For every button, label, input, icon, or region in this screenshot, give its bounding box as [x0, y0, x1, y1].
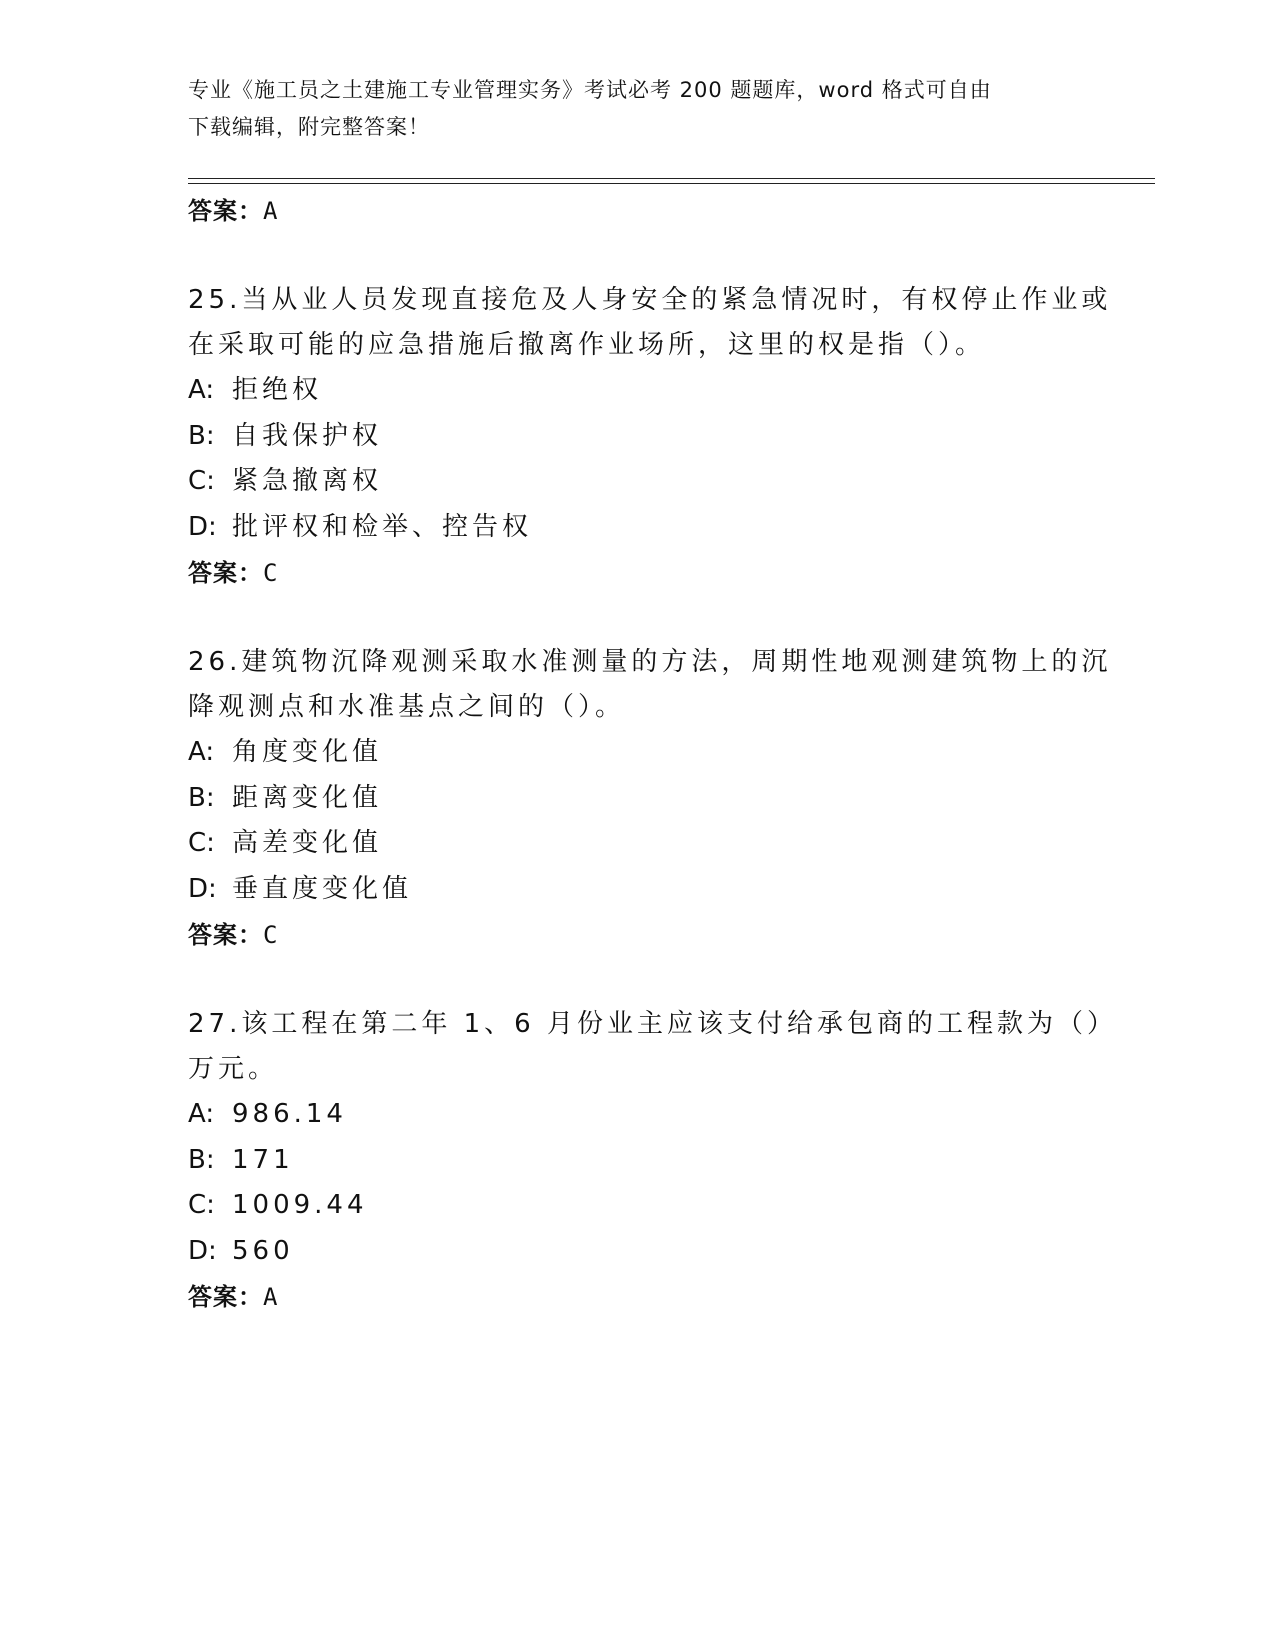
question-26 [188, 640, 1112, 730]
question-list [188, 188, 1117, 1320]
option-key: B: [188, 1144, 215, 1175]
option-key: B: [188, 782, 215, 813]
question-text-line: 27.该工程在第二年 1、6 月份业主应该支付给承包商的工程款为（） [188, 1009, 1117, 1039]
question-text-line: 26.建筑物沉降观测采取水准测量的方法，周期性地观测建筑物上的沉 [188, 647, 1112, 677]
option-text: 自我保护权 [232, 420, 383, 451]
option-key: B: [188, 420, 215, 451]
option-key: D: [188, 511, 217, 542]
option-text: 垂直度变化值 [232, 873, 413, 904]
option-a [188, 368, 1088, 414]
answer-label: 答案： [188, 921, 263, 949]
answer-value: C [263, 559, 279, 587]
answer-label: 答案： [188, 559, 263, 587]
option-text: 高差变化值 [232, 828, 383, 858]
previous-answer [188, 188, 1088, 234]
option-b [188, 414, 1088, 460]
option-text: 紧急撤离权 [232, 466, 383, 496]
option-d [188, 505, 1088, 551]
option-text: 560 [232, 1235, 294, 1266]
option-key: A: [188, 375, 215, 405]
option-a [188, 1092, 1088, 1138]
option-key: A: [188, 1099, 215, 1129]
spacer [188, 234, 1088, 278]
option-key: C: [188, 466, 215, 496]
answer-label: 答案： [188, 1283, 263, 1311]
option-key: A: [188, 737, 215, 767]
answer-value: A [263, 1283, 279, 1311]
question-text-line: 万元。 [188, 1054, 279, 1084]
option-b [188, 1138, 1088, 1184]
option-text: 986.14 [232, 1099, 347, 1129]
option-key: C: [188, 1190, 215, 1220]
question-27 [188, 1002, 1117, 1092]
question-text-line: 在采取可能的应急措施后撤离作业场所，这里的权是指（）。 [188, 330, 986, 360]
document-header [188, 72, 1068, 146]
option-a [188, 730, 1088, 776]
answer-25 [188, 550, 1088, 596]
option-text: 距离变化值 [232, 782, 383, 813]
header-rule-bottom [188, 183, 1155, 184]
question-text-line: 25.当从业人员发现直接危及人身安全的紧急情况时，有权停止作业或 [188, 285, 1112, 315]
option-key: C: [188, 828, 215, 858]
option-c [188, 1183, 1088, 1229]
answer-value: C [263, 921, 279, 949]
option-text: 171 [232, 1144, 294, 1175]
spacer [188, 596, 1088, 640]
spacer [188, 958, 1088, 1002]
option-text: 批评权和检举、控告权 [232, 511, 533, 542]
option-key: D: [188, 1235, 217, 1266]
option-d [188, 867, 1088, 913]
answer-label: 答案： [188, 197, 263, 225]
header-line-1: 专业《施工员之土建施工专业管理实务》考试必考 200 题题库，word 格式可自由 [188, 78, 992, 102]
option-key: D: [188, 873, 217, 904]
option-c [188, 459, 1088, 505]
header-line-2: 下载编辑，附完整答案！ [188, 115, 430, 139]
header-rule-top [188, 178, 1155, 179]
answer-26 [188, 912, 1088, 958]
option-b [188, 776, 1088, 822]
answer-value: A [263, 197, 279, 225]
option-text: 1009.44 [232, 1190, 368, 1220]
option-d [188, 1229, 1088, 1275]
option-text: 拒绝权 [232, 375, 323, 405]
question-text-line: 降观测点和水准基点之间的（）。 [188, 692, 626, 722]
option-c [188, 821, 1088, 867]
answer-27 [188, 1274, 1088, 1320]
option-text: 角度变化值 [232, 737, 383, 767]
question-25 [188, 278, 1112, 368]
